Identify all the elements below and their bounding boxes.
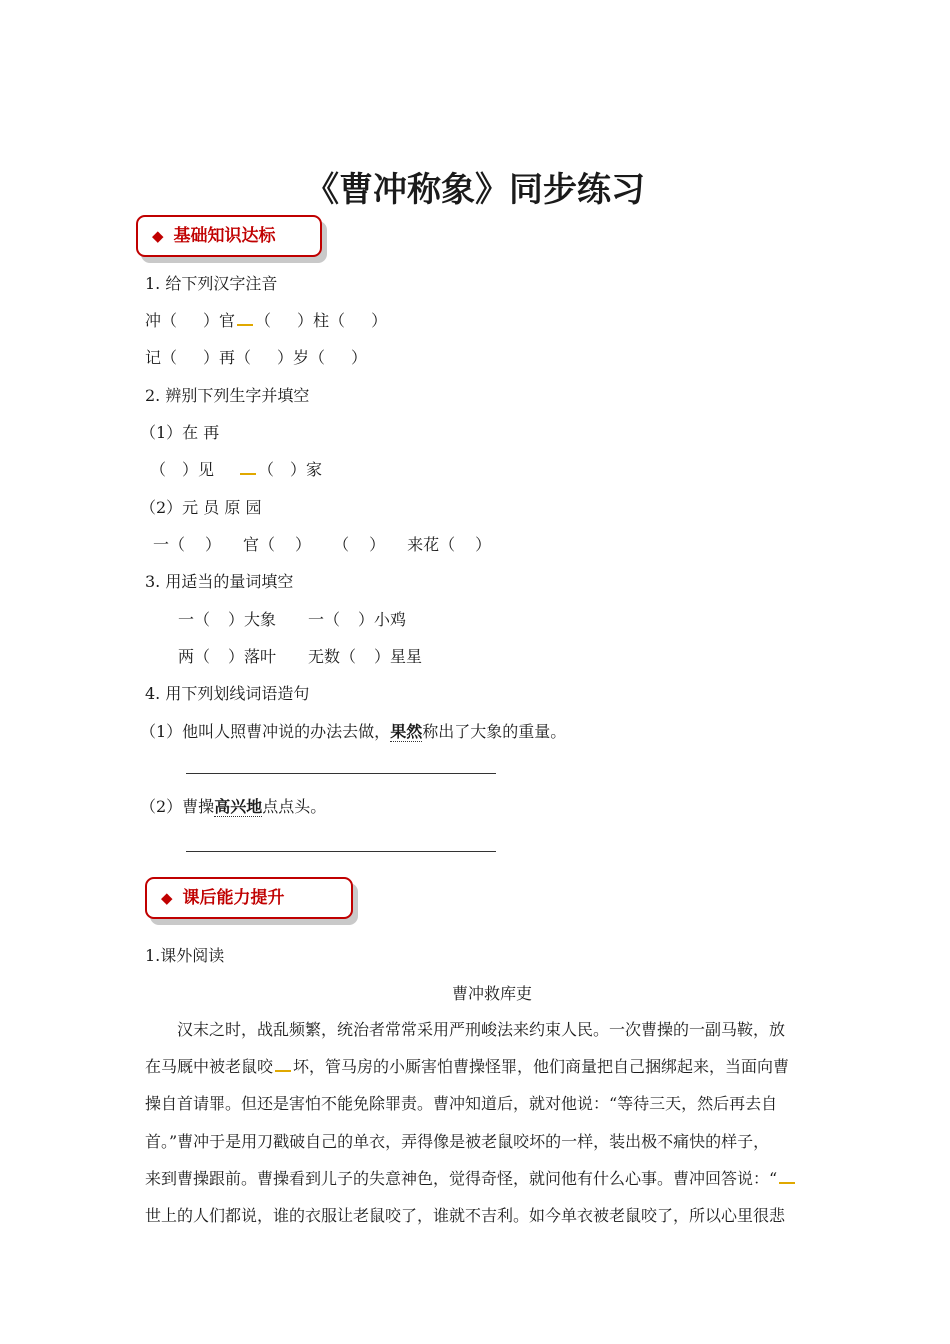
question-3-row-2: 两（ ）落叶 无数（ ）星星 bbox=[178, 647, 423, 666]
reading-passage bbox=[145, 1011, 809, 1234]
passage-title: 曹冲救库吏 bbox=[451, 984, 532, 1003]
question-2-sub-2: （2）元 员 原 园 bbox=[140, 498, 262, 517]
highlight-mark bbox=[779, 1182, 795, 1184]
passage-line: 世上的人们都说，谁的衣服让老鼠咬了，谁就不吉利。如今单衣被老鼠咬了，所以心里很悲 bbox=[145, 1206, 786, 1226]
diamond-icon: ◆ bbox=[161, 889, 173, 907]
passage-line: 首。”曹冲于是用刀戳破自己的单衣，弄得像是被老鼠咬坏的一样，装出极不痛快的样子， bbox=[145, 1131, 770, 1151]
reading-label: 1.课外阅读 bbox=[145, 946, 225, 965]
passage-line: 操自首请罪。但还是害怕不能免除罪责。曹冲知道后，就对他说：“等待三天，然后再去自 bbox=[145, 1094, 778, 1114]
highlight-mark bbox=[240, 473, 256, 475]
answer-line[interactable] bbox=[186, 851, 496, 852]
passage-line: 来到曹操跟前。曹操看到儿子的失意神色，觉得奇怪，就问他有什么心事。曹冲回答说：“ bbox=[145, 1160, 809, 1197]
question-3-prompt: 3. 用适当的量词填空 bbox=[145, 572, 294, 591]
section-badge-improvement bbox=[145, 877, 353, 919]
passage-line: 在马厩中被老鼠咬 坏，管马房的小厮害怕曹操怪罪，他们商量把自己捆绑起来，当面向曹 bbox=[145, 1057, 790, 1077]
section-heading-basics: 基础知识达标 bbox=[173, 226, 276, 246]
question-2-sub-2-row: 一（ ） 官（ ） （ ） 来花（ ） bbox=[153, 535, 492, 554]
question-4-sentence-1: （1）他叫人照曹冲说的办法去做，果然称出了大象的重量。 bbox=[140, 722, 567, 741]
question-2-sub-1: （1）在 再 bbox=[140, 423, 220, 442]
underlined-word: 果然 bbox=[390, 722, 423, 741]
question-1-row-2: 记（ ）再（ ）岁（ ） bbox=[145, 348, 368, 367]
diamond-icon: ◆ bbox=[152, 227, 164, 245]
highlight-mark bbox=[237, 324, 253, 326]
passage-line: 汉末之时，战乱频繁，统治者常常采用严刑峻法来约束人民。一次曹操的一副马鞍，放 bbox=[177, 1020, 786, 1039]
answer-line[interactable] bbox=[186, 773, 496, 774]
question-3-row-1: 一（ ）大象 一（ ）小鸡 bbox=[178, 610, 407, 629]
question-4-prompt: 4. 用下列划线词语造句 bbox=[145, 684, 310, 703]
question-1-prompt: 1. 给下列汉字注音 bbox=[145, 274, 278, 293]
highlight-mark bbox=[275, 1070, 291, 1072]
page-title: 《曹冲称象》同步练习 bbox=[305, 170, 645, 210]
section-badge-basics bbox=[136, 215, 322, 257]
underlined-word: 高兴地 bbox=[214, 797, 263, 816]
question-2-sub-1-row: （ ）见 （ ）家 bbox=[150, 460, 323, 479]
question-2-prompt: 2. 辨别下列生字并填空 bbox=[145, 386, 310, 405]
question-4-sentence-2: （2）曹操高兴地点点头。 bbox=[140, 797, 327, 816]
section-heading-improvement: 课后能力提升 bbox=[182, 888, 285, 908]
question-1-row-1: 冲（ ）官 （ ）柱（ ） bbox=[145, 311, 388, 330]
